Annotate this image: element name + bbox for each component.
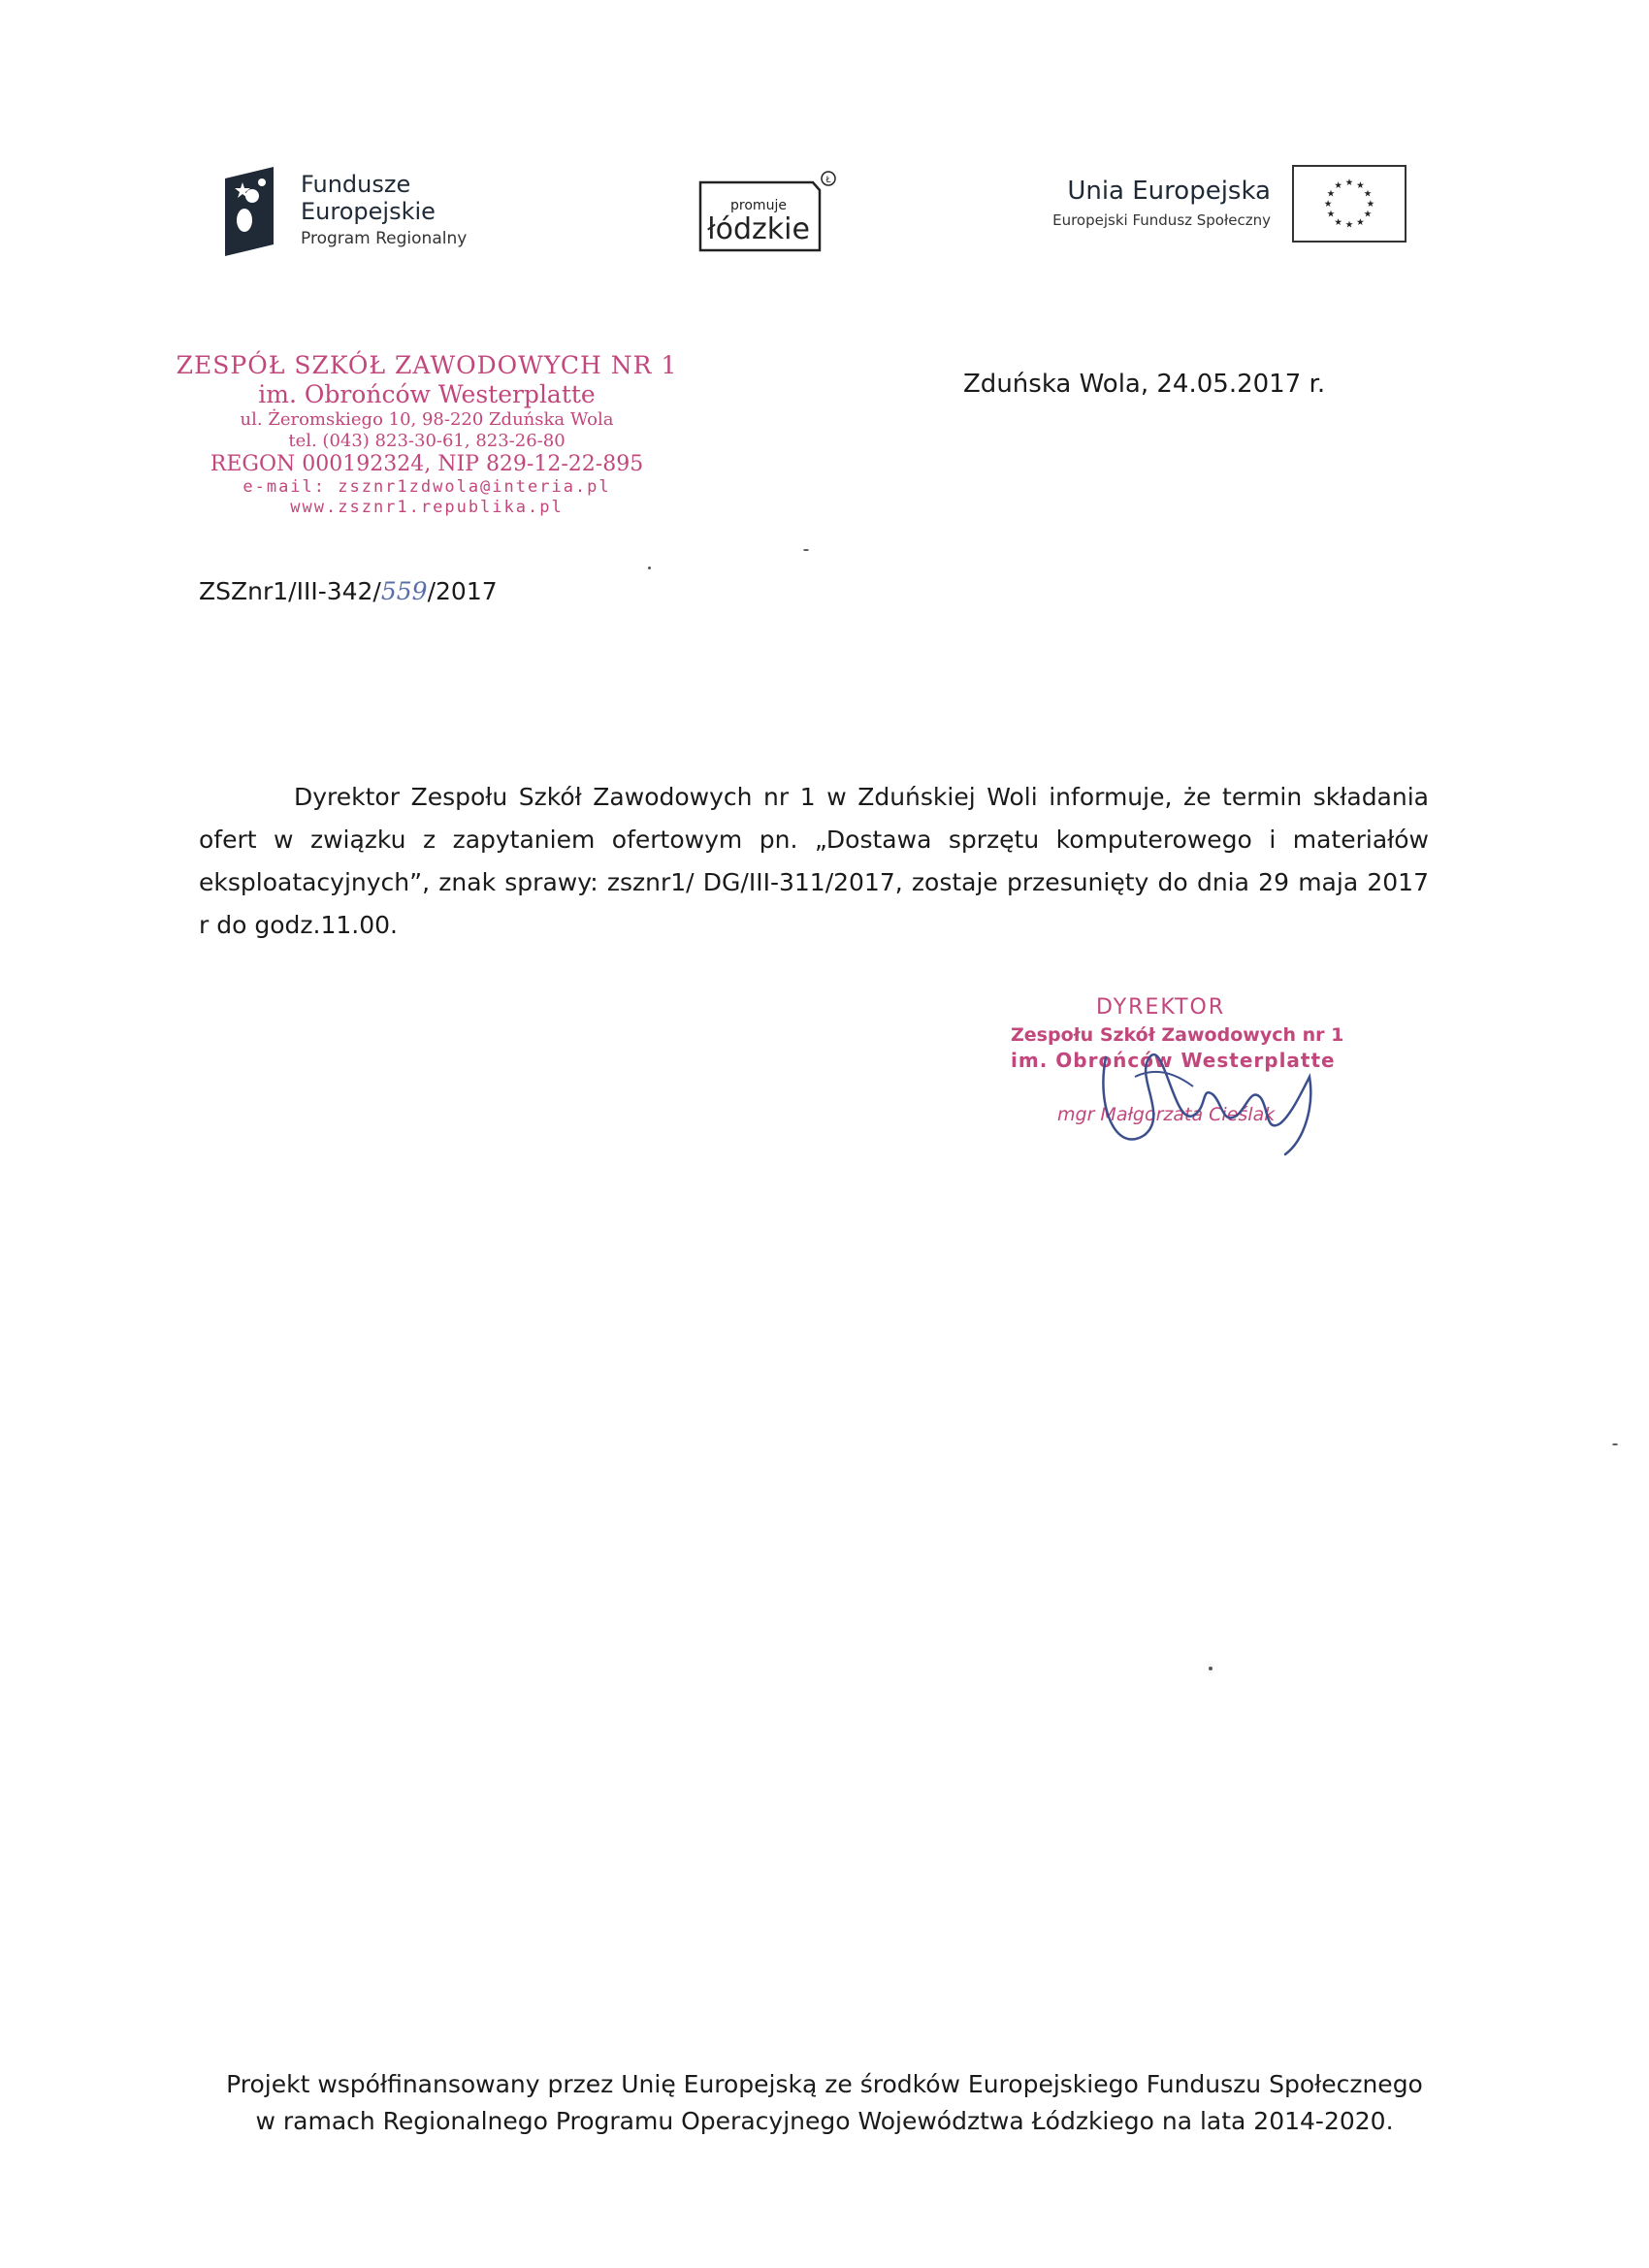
lodzkie-logo-line1: promuje bbox=[730, 198, 787, 213]
scan-speck bbox=[1612, 1443, 1618, 1445]
svg-text:★: ★ bbox=[1356, 216, 1365, 228]
eu-logo-line2: Europejski Fundusz Społeczny bbox=[1052, 211, 1271, 229]
director-stamp-patron: im. Obrońców Westerplatte bbox=[1011, 1049, 1336, 1072]
school-stamp-email: e-mail: zsznr1zdwola@interia.pl bbox=[242, 477, 611, 497]
school-stamp-website: www.zsznr1.republika.pl bbox=[290, 498, 564, 517]
reference-number bbox=[199, 576, 498, 607]
svg-text:★: ★ bbox=[1326, 209, 1336, 220]
fundusze-europejskie-logo bbox=[225, 163, 516, 260]
svg-text:★: ★ bbox=[1344, 178, 1354, 188]
reference-handwritten-number: 559 bbox=[380, 577, 428, 605]
scan-speck bbox=[648, 567, 651, 569]
school-stamp-address: ul. Żeromskiego 10, 98-220 Zduńska Wola bbox=[240, 409, 614, 430]
school-stamp-name: ZESPÓŁ SZKÓŁ ZAWODOWYCH NR 1 bbox=[176, 351, 678, 379]
svg-text:★: ★ bbox=[1334, 216, 1342, 228]
director-stamp-title: DYREKTOR bbox=[1096, 995, 1226, 1020]
page-footer bbox=[146, 2066, 1504, 2140]
letter-body: Dyrektor Zespołu Szkół Zawodowych nr 1 w Zduńskiej Woli informuje, że termin składania ofert w związku z zapytaniem ofertowym pn. „Dostawa sprzętu komputerowego i materiałów eksploatacyjnych”, znak sprawy: zsznr1/ DG/III-311/2017, zostaje przesunięty do dnia 29 maja 2017 r do godz.11.00. bbox=[199, 783, 1429, 939]
school-stamp-regon-nip: REGON 000192324, NIP 829-12-22-895 bbox=[210, 452, 644, 476]
svg-text:★: ★ bbox=[1334, 179, 1342, 191]
reference-suffix: /2017 bbox=[427, 577, 498, 605]
scan-speck bbox=[1209, 1667, 1212, 1670]
fundusze-europejskie-flag-icon bbox=[225, 167, 274, 256]
svg-text:★: ★ bbox=[1363, 188, 1373, 200]
lodzkie-logo-line2: łódzkie bbox=[707, 212, 810, 246]
svg-text:★: ★ bbox=[1344, 219, 1354, 231]
director-stamp-person: mgr Małgorzata Cieślak bbox=[1057, 1104, 1276, 1125]
svg-text:Ł: Ł bbox=[825, 176, 831, 185]
svg-text:★: ★ bbox=[1323, 198, 1333, 210]
scan-speck bbox=[803, 549, 809, 551]
promuje-lodzkie-logo bbox=[698, 171, 844, 258]
eu-flag-icon bbox=[1292, 165, 1406, 243]
fe-logo-line2: Europejskie bbox=[301, 198, 436, 225]
handwritten-signature bbox=[1077, 1019, 1329, 1164]
svg-text:★: ★ bbox=[1366, 198, 1375, 210]
place-and-date: Zduńska Wola, 24.05.2017 r. bbox=[963, 370, 1326, 399]
fe-logo-line1: Fundusze bbox=[301, 171, 411, 198]
fe-logo-line3: Program Regionalny bbox=[301, 229, 468, 248]
school-stamp-patron: im. Obrońców Westerplatte bbox=[258, 380, 596, 408]
unia-europejska-logo bbox=[1009, 165, 1406, 246]
school-address-stamp bbox=[155, 351, 698, 518]
svg-text:★: ★ bbox=[1356, 179, 1365, 191]
footer-line2: w ramach Regionalnego Programu Operacyjnego Województwa Łódzkiego na lata 2014-2020. bbox=[255, 2107, 1394, 2135]
director-stamp-school: Zespołu Szkół Zawodowych nr 1 bbox=[1011, 1024, 1344, 1046]
reference-prefix: ZSZnr1/III-342/ bbox=[199, 577, 381, 605]
svg-text:★: ★ bbox=[1326, 188, 1336, 200]
eu-logo-line1: Unia Europejska bbox=[1067, 177, 1271, 206]
svg-text:★: ★ bbox=[1363, 209, 1373, 220]
school-stamp-phone: tel. (043) 823-30-61, 823-26-80 bbox=[288, 431, 566, 451]
footer-line1: Projekt współfinansowany przez Unię Europejską ze środków Europejskiego Funduszu Społecznego bbox=[226, 2070, 1423, 2098]
